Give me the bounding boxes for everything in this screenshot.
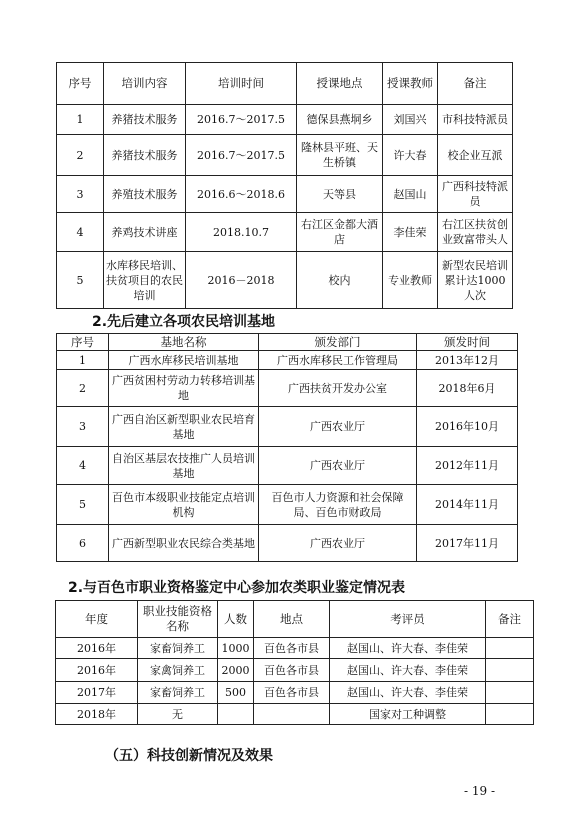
cell-index: 2 <box>57 135 104 176</box>
cell-time: 2016－2018 <box>186 252 297 309</box>
section-heading-innovation: （五）科技创新情况及效果 <box>105 748 273 764</box>
col-header-examiners: 考评员 <box>330 601 486 638</box>
cell-index: 6 <box>57 525 109 562</box>
cell-count: 500 <box>218 682 254 704</box>
table-row <box>56 682 534 704</box>
cell-remark: 广西科技特派员 <box>438 176 513 213</box>
cell-content: 水库移民培训、扶贫项目的农民培训 <box>104 252 186 309</box>
cell-remark: 校企业互派 <box>438 135 513 176</box>
cell-base-name: 自治区基层农技推广人员培训基地 <box>109 447 259 485</box>
col-header-index: 序号 <box>57 63 104 105</box>
col-header-location: 地点 <box>254 601 330 638</box>
col-header-time: 培训时间 <box>186 63 297 105</box>
col-header-issuer: 颁发部门 <box>259 334 417 351</box>
cell-time: 2016.6～2018.6 <box>186 176 297 213</box>
col-header-location: 授课地点 <box>297 63 383 105</box>
cell-location: 德保县燕垌乡 <box>297 105 383 135</box>
cell-count: 2000 <box>218 659 254 682</box>
cell-examiners: 赵国山、许大春、李佳荣 <box>330 682 486 704</box>
cell-remark <box>486 659 534 682</box>
cell-issue-date: 2017年11月 <box>417 525 518 562</box>
col-header-year: 年度 <box>56 601 138 638</box>
table-header-row <box>57 334 518 351</box>
cell-count: 1000 <box>218 638 254 659</box>
cell-location <box>254 704 330 725</box>
section-heading-appraisal: 2.与百色市职业资格鉴定中心参加农类职业鉴定情况表 <box>68 580 406 596</box>
table-row <box>56 638 534 659</box>
cell-issuer: 广西农业厅 <box>259 447 417 485</box>
col-header-index: 序号 <box>57 334 109 351</box>
table-header-row <box>57 63 513 105</box>
col-header-teacher: 授课教师 <box>383 63 438 105</box>
cell-issuer: 广西农业厅 <box>259 407 417 447</box>
cell-index: 1 <box>57 105 104 135</box>
cell-examiners: 赵国山、许大春、李佳荣 <box>330 638 486 659</box>
training-services-table <box>56 62 513 309</box>
cell-remark: 新型农民培训累计达1000人次 <box>438 252 513 309</box>
cell-index: 3 <box>57 176 104 213</box>
cell-year: 2016年 <box>56 659 138 682</box>
cell-base-name: 广西水库移民培训基地 <box>109 351 259 370</box>
cell-remark <box>486 638 534 659</box>
col-header-qualification: 职业技能资格名称 <box>138 601 218 638</box>
table-header-row <box>56 601 534 638</box>
cell-index: 4 <box>57 213 104 252</box>
cell-issue-date: 2016年10月 <box>417 407 518 447</box>
cell-remark: 市科技特派员 <box>438 105 513 135</box>
vocational-appraisal-table <box>55 600 534 725</box>
table-row <box>57 213 513 252</box>
table-row <box>57 447 518 485</box>
table-row <box>57 105 513 135</box>
cell-location: 隆林县平班、天生桥镇 <box>297 135 383 176</box>
col-header-remark: 备注 <box>438 63 513 105</box>
cell-base-name: 广西自治区新型职业农民培育基地 <box>109 407 259 447</box>
cell-location: 右江区金都大酒店 <box>297 213 383 252</box>
cell-index: 3 <box>57 407 109 447</box>
cell-year: 2018年 <box>56 704 138 725</box>
cell-teacher: 专业教师 <box>383 252 438 309</box>
cell-issue-date: 2013年12月 <box>417 351 518 370</box>
cell-examiners: 国家对工种调整 <box>330 704 486 725</box>
table-row <box>56 659 534 682</box>
cell-index: 5 <box>57 252 104 309</box>
table-row <box>57 252 513 309</box>
cell-qualification: 家畜饲养工 <box>138 682 218 704</box>
table-row <box>57 407 518 447</box>
cell-content: 养殖技术服务 <box>104 176 186 213</box>
cell-time: 2018.10.7 <box>186 213 297 252</box>
cell-location: 天等县 <box>297 176 383 213</box>
cell-location: 校内 <box>297 252 383 309</box>
cell-remark <box>486 682 534 704</box>
cell-location: 百色各市县 <box>254 659 330 682</box>
cell-teacher: 李佳荣 <box>383 213 438 252</box>
cell-teacher: 刘国兴 <box>383 105 438 135</box>
col-header-count: 人数 <box>218 601 254 638</box>
cell-teacher: 赵国山 <box>383 176 438 213</box>
col-header-content: 培训内容 <box>104 63 186 105</box>
cell-examiners: 赵国山、许大春、李佳荣 <box>330 659 486 682</box>
cell-issue-date: 2018年6月 <box>417 370 518 407</box>
training-bases-table <box>56 333 518 562</box>
cell-index: 1 <box>57 351 109 370</box>
col-header-remark: 备注 <box>486 601 534 638</box>
cell-year: 2017年 <box>56 682 138 704</box>
cell-time: 2016.7～2017.5 <box>186 105 297 135</box>
cell-base-name: 广西新型职业农民综合类基地 <box>109 525 259 562</box>
cell-content: 养鸡技术讲座 <box>104 213 186 252</box>
cell-base-name: 百色市本级职业技能定点培训机构 <box>109 485 259 525</box>
page-number: - 19 - <box>464 784 496 798</box>
cell-qualification: 家禽饲养工 <box>138 659 218 682</box>
cell-remark: 右江区扶贫创业致富带头人 <box>438 213 513 252</box>
cell-location: 百色各市县 <box>254 638 330 659</box>
cell-issuer: 广西扶贫开发办公室 <box>259 370 417 407</box>
section-heading-training-bases: 2.先后建立各项农民培训基地 <box>92 314 276 330</box>
table-row <box>57 485 518 525</box>
table-row <box>56 704 534 725</box>
table-row <box>57 370 518 407</box>
cell-teacher: 许大春 <box>383 135 438 176</box>
cell-base-name: 广西贫困村劳动力转移培训基地 <box>109 370 259 407</box>
cell-issue-date: 2014年11月 <box>417 485 518 525</box>
cell-index: 5 <box>57 485 109 525</box>
cell-issuer: 广西农业厅 <box>259 525 417 562</box>
cell-qualification: 无 <box>138 704 218 725</box>
cell-year: 2016年 <box>56 638 138 659</box>
table-row <box>57 176 513 213</box>
cell-issuer: 百色市人力资源和社会保障局、百色市财政局 <box>259 485 417 525</box>
cell-qualification: 家畜饲养工 <box>138 638 218 659</box>
cell-content: 养猪技术服务 <box>104 135 186 176</box>
cell-index: 2 <box>57 370 109 407</box>
cell-location: 百色各市县 <box>254 682 330 704</box>
table-row <box>57 351 518 370</box>
table-row <box>57 525 518 562</box>
cell-remark <box>486 704 534 725</box>
cell-time: 2016.7～2017.5 <box>186 135 297 176</box>
cell-content: 养猪技术服务 <box>104 105 186 135</box>
table-row <box>57 135 513 176</box>
cell-index: 4 <box>57 447 109 485</box>
cell-count <box>218 704 254 725</box>
cell-issuer: 广西水库移民工作管理局 <box>259 351 417 370</box>
col-header-base-name: 基地名称 <box>109 334 259 351</box>
col-header-issue-date: 颁发时间 <box>417 334 518 351</box>
cell-issue-date: 2012年11月 <box>417 447 518 485</box>
